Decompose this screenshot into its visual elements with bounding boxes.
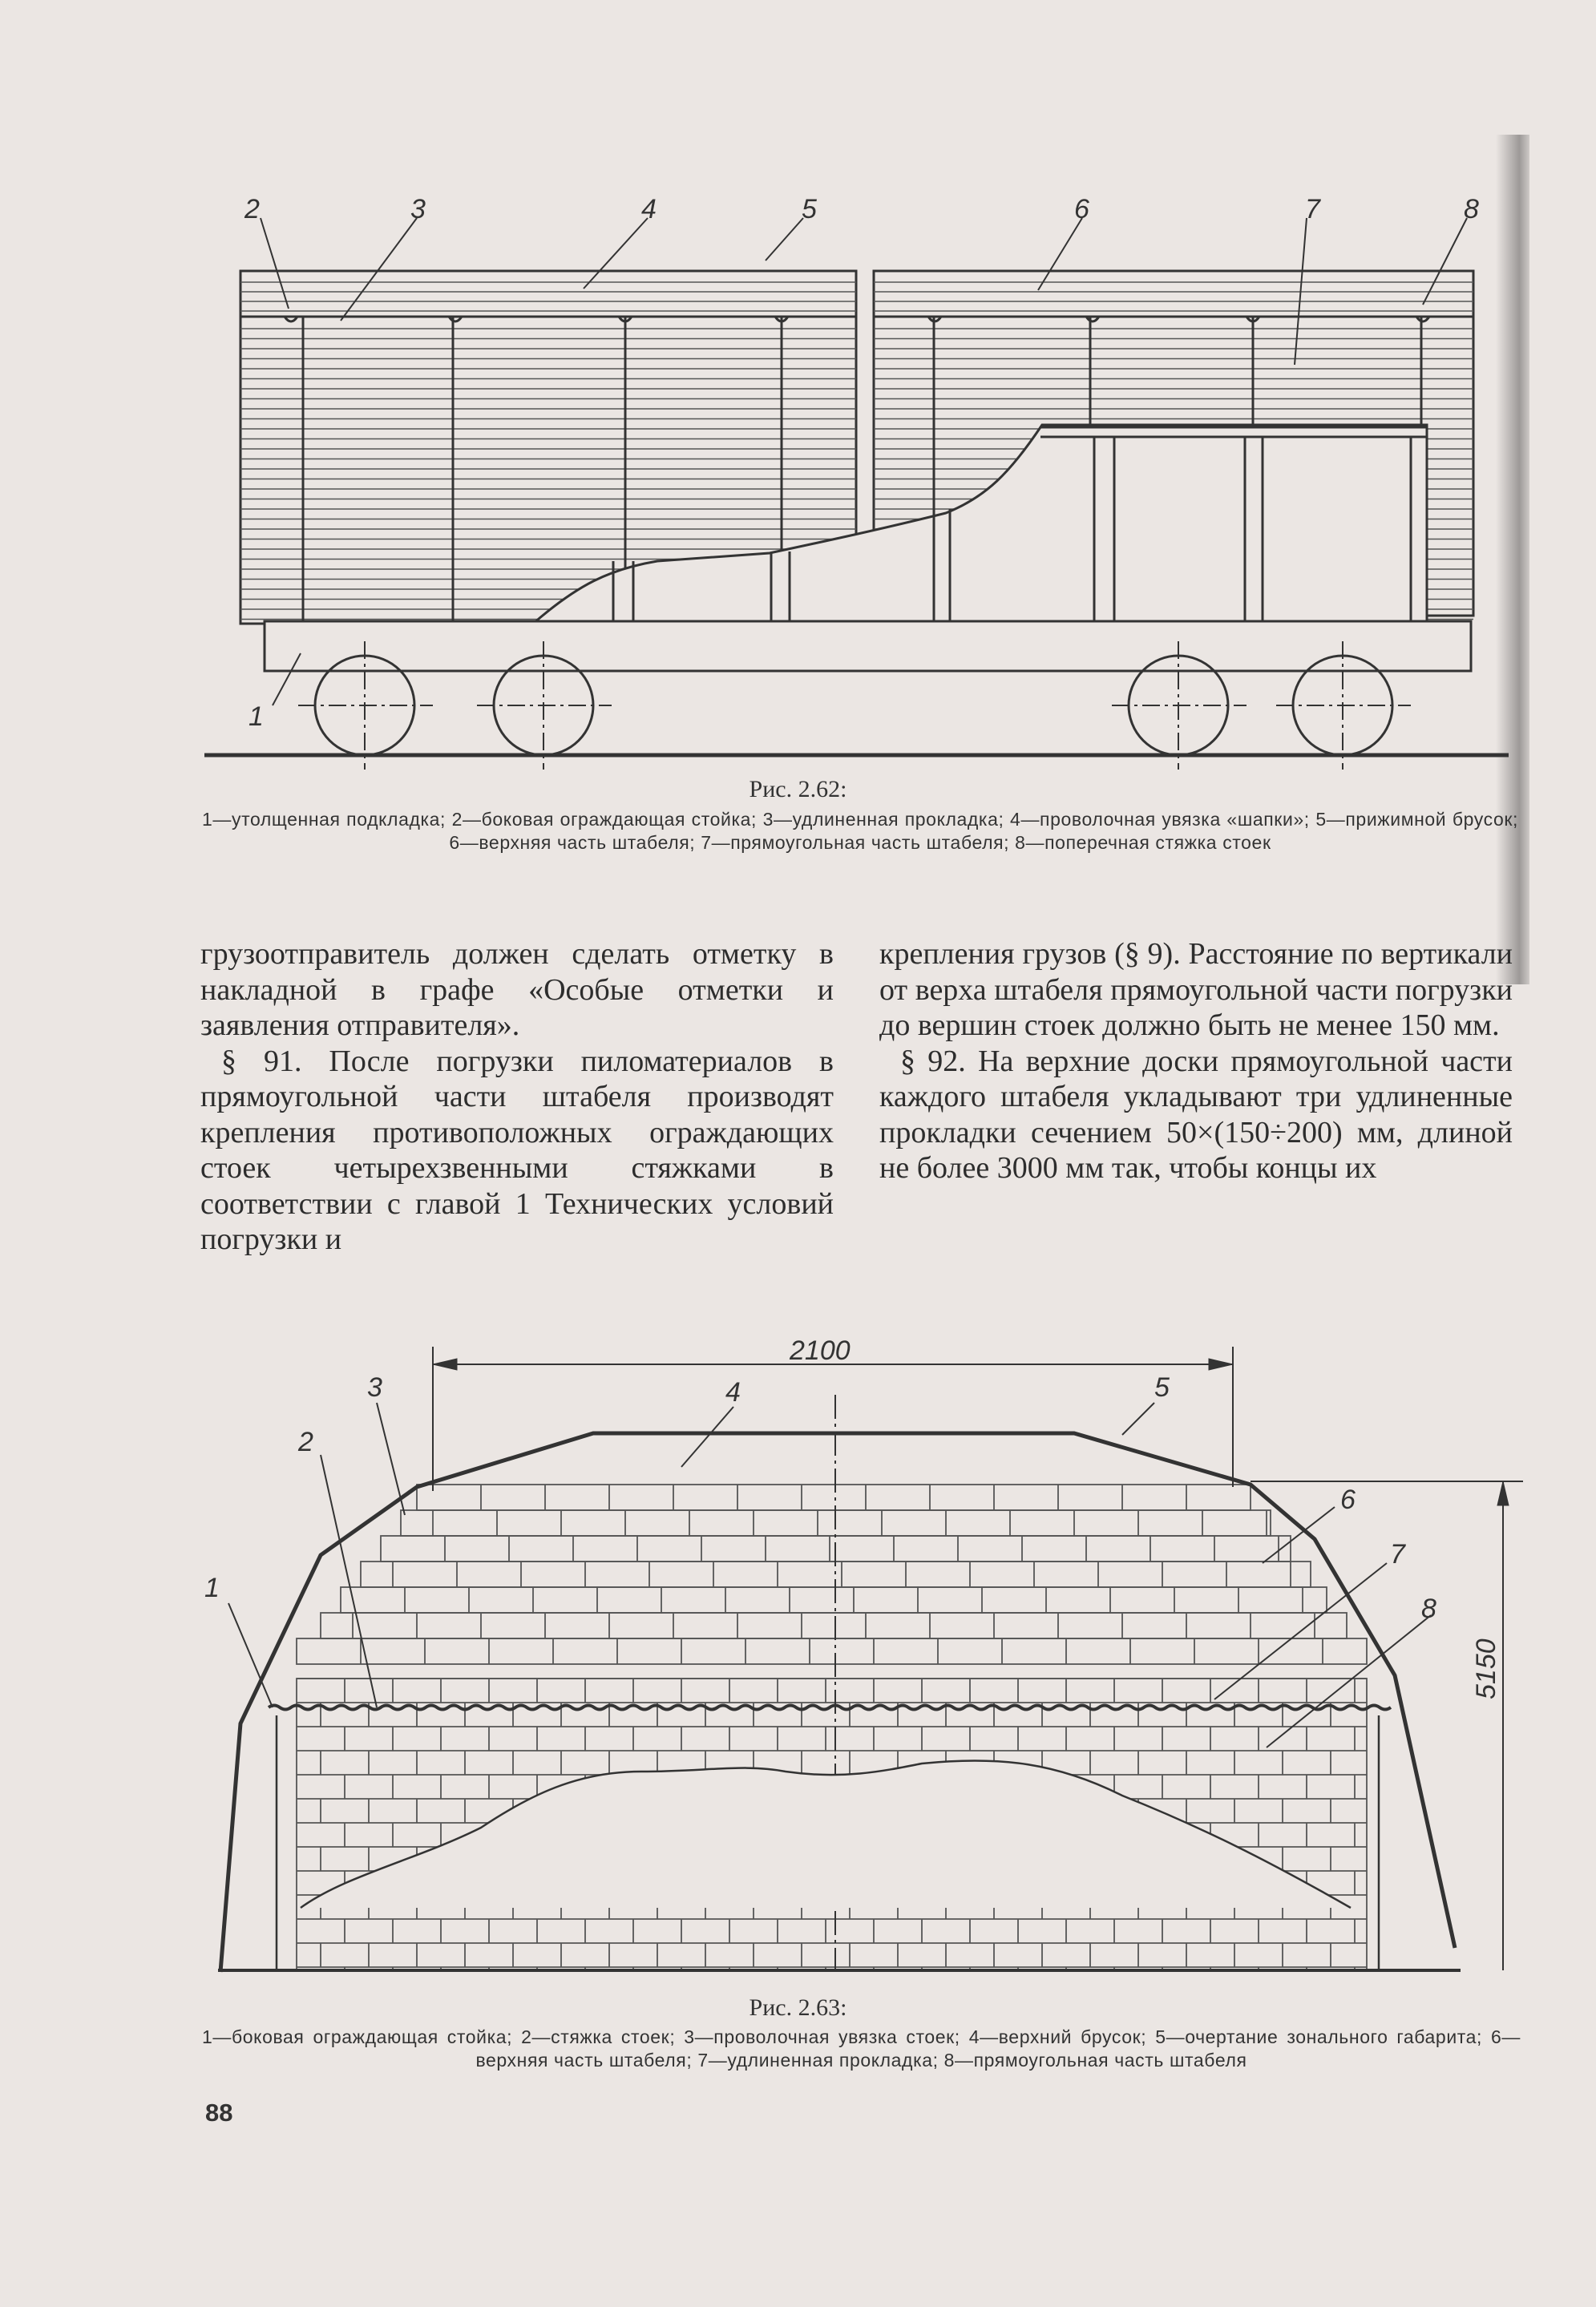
figure-2-63 — [0, 1299, 1596, 1988]
paragraph-right-1: крепления грузов (§ 9). Расстояние по вертикали от верха штабеля прямоугольной части погрузки до вершин стоек должно быть не менее 150 мм. — [879, 937, 1513, 1042]
callout-2-6: 6 — [1340, 1485, 1356, 1515]
paragraph-left-1: грузоотправитель должен сделать отметку в накладной в графе «Особые отметки и заявления отправителя». — [200, 937, 834, 1042]
callout-1-5: 5 — [802, 194, 817, 224]
figure-2-62 — [0, 0, 1596, 770]
callout-2-4: 4 — [725, 1377, 741, 1408]
dim-width-2100: 2100 — [790, 1335, 851, 1366]
page-number: 88 — [205, 2099, 233, 2127]
text-column-right — [879, 936, 1513, 1186]
callout-1-7: 7 — [1305, 194, 1320, 224]
text-column-left — [200, 936, 834, 1258]
callout-1-2: 2 — [244, 194, 260, 224]
figure-2-63-legend: 1—боковая ограждающая стойка; 2—стяжка стоек; 3—проволочная увязка стоек; 4—верхний брусок; 5—очертание зонального габарита; 6—верхняя часть штабеля; 7—удлиненная прокладка; 8—прямоугольная часть штабеля — [202, 2026, 1521, 2071]
figure-2-63-title: Рис. 2.63: — [749, 1994, 847, 2021]
paragraph-right-2: § 92. На верхние доски прямоугольной части каждого штабеля укладывают три удлиненные прокладки сечением 50×(150÷200) мм, длиной не более 3000 мм так, чтобы концы их — [879, 1044, 1513, 1185]
callout-1-1: 1 — [248, 701, 264, 732]
callout-2-1: 1 — [204, 1573, 220, 1603]
figure-2-62-legend: 1—утолщенная подкладка; 2—боковая ограждающая стойка; 3—удлиненная прокладка; 4—проволочная увязка «шапки»; 5—прижимной брусок; 6—верхняя часть штабеля; 7—прямоугольная часть штабеля; 8—поперечная стяжка стоек — [202, 809, 1518, 853]
callout-2-7: 7 — [1390, 1539, 1405, 1570]
callout-2-2: 2 — [298, 1427, 313, 1457]
callout-1-6: 6 — [1074, 194, 1089, 224]
paragraph-left-2: § 91. После погрузки пиломатериалов в прямоугольной части штабеля производят крепления противоположных ограждающих стоек четырехзвенными стяжками в соответствии с главой 1 Технических условий погрузки и — [200, 1044, 834, 1256]
figure-2-62-title: Рис. 2.62: — [749, 776, 847, 802]
callout-2-5: 5 — [1154, 1372, 1170, 1403]
callout-2-3: 3 — [367, 1372, 382, 1403]
callout-1-4: 4 — [641, 194, 657, 224]
callout-2-8: 8 — [1421, 1594, 1436, 1624]
callout-1-3: 3 — [410, 194, 426, 224]
dim-height-5150: 5150 — [1471, 1638, 1501, 1699]
callout-1-8: 8 — [1464, 194, 1479, 224]
